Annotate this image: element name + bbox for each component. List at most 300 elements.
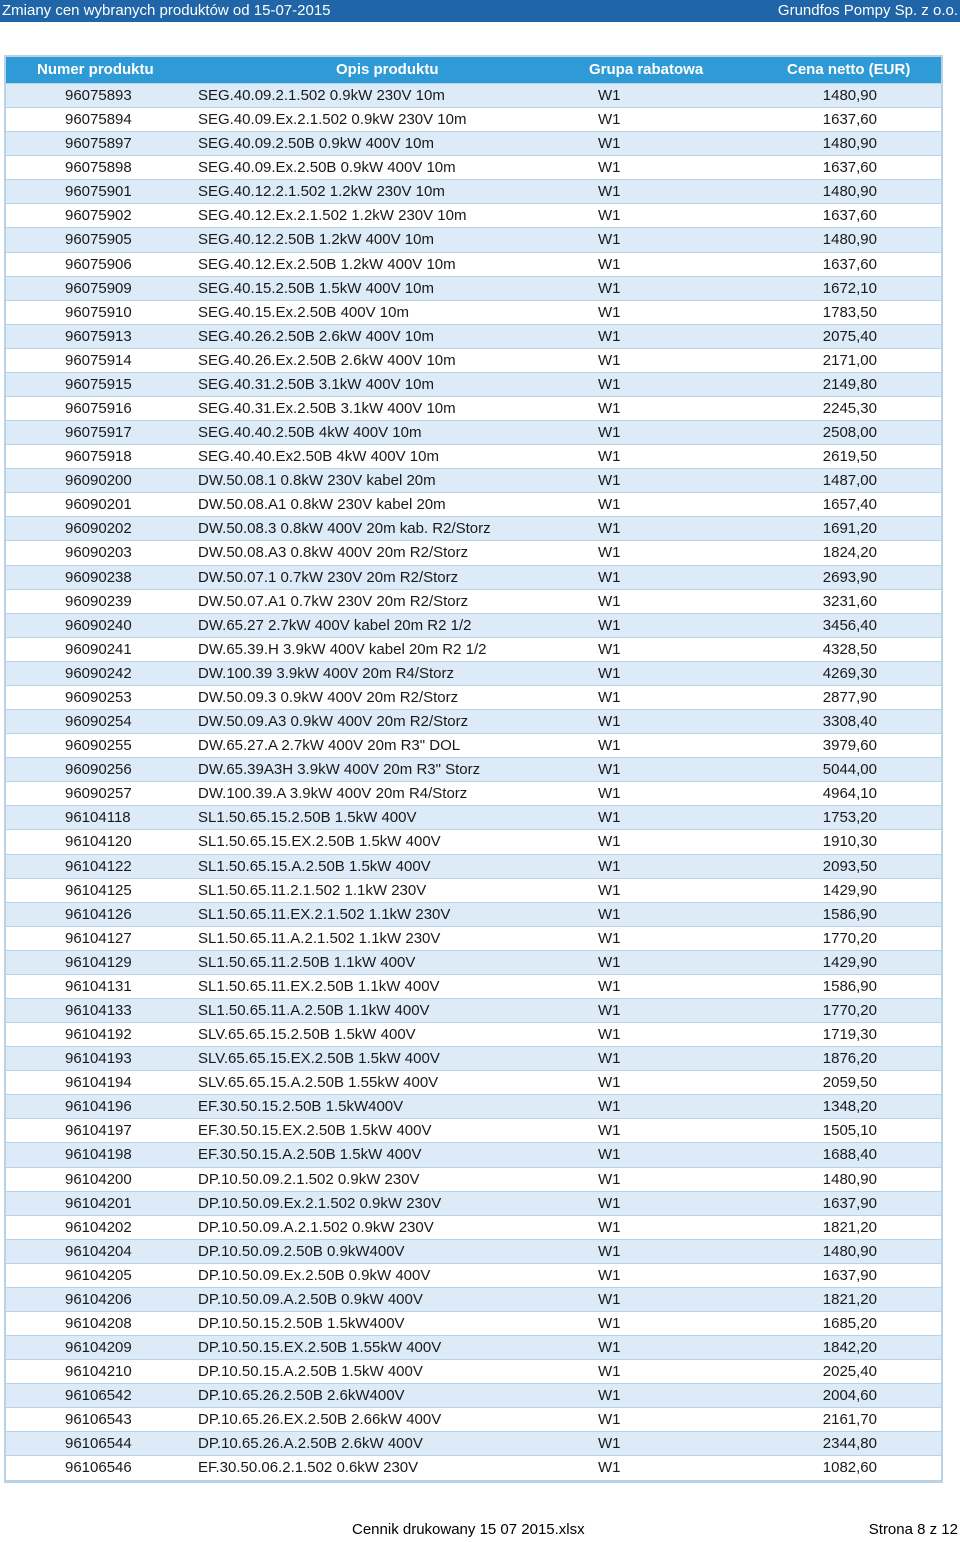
product-number-cell: 96106542 [65, 1387, 132, 1405]
footer-page-number: Strona 8 z 12 [868, 1521, 958, 1538]
table-row [6, 1119, 941, 1143]
product-description-cell: SL1.50.65.11.A.2.50B 1.1kW 400V [198, 1001, 430, 1019]
table-row [6, 903, 941, 927]
header-company: Grundfos Pompy Sp. z o.o. [777, 2, 958, 19]
product-description-cell: SEG.40.12.Ex.2.50B 1.2kW 400V 10m [198, 255, 456, 273]
discount-group-cell: W1 [598, 544, 621, 562]
table-row [6, 1143, 941, 1167]
product-description-cell: SEG.40.15.Ex.2.50B 400V 10m [198, 303, 409, 321]
product-description-cell: DP.10.50.09.2.1.502 0.9kW 230V [198, 1170, 420, 1188]
product-number-cell: 96104205 [65, 1266, 132, 1284]
product-number-cell: 96104198 [65, 1146, 132, 1164]
table-row [6, 638, 941, 662]
net-price-cell: 2025,40 [822, 1363, 877, 1381]
discount-group-cell: W1 [598, 881, 621, 899]
product-description-cell: SLV.65.65.15.EX.2.50B 1.5kW 400V [198, 1050, 440, 1068]
net-price-cell: 1637,60 [822, 255, 877, 273]
net-price-cell: 1586,90 [822, 977, 877, 995]
table-row [6, 180, 941, 204]
discount-group-cell: W1 [598, 1001, 621, 1019]
product-description-cell: SL1.50.65.15.A.2.50B 1.5kW 400V [198, 857, 431, 875]
column-header-opis: Opis produktu [336, 61, 439, 78]
product-description-cell: DW.50.09.A3 0.9kW 400V 20m R2/Storz [198, 713, 469, 731]
table-row [6, 108, 941, 132]
discount-group-cell: W1 [598, 1266, 621, 1284]
product-number-cell: 96075914 [65, 351, 132, 369]
product-number-cell: 96075918 [65, 448, 132, 466]
product-number-cell: 96090203 [65, 544, 132, 562]
product-description-cell: SLV.65.65.15.2.50B 1.5kW 400V [198, 1026, 416, 1044]
product-description-cell: SEG.40.26.Ex.2.50B 2.6kW 400V 10m [198, 351, 456, 369]
product-number-cell: 96104206 [65, 1290, 132, 1308]
discount-group-cell: W1 [598, 424, 621, 442]
product-description-cell: DW.50.08.1 0.8kW 230V kabel 20m [198, 472, 436, 490]
product-description-cell: EF.30.50.15.A.2.50B 1.5kW 400V [198, 1146, 422, 1164]
product-number-cell: 96104122 [65, 857, 132, 875]
net-price-cell: 1505,10 [822, 1122, 877, 1140]
product-number-cell: 96090257 [65, 785, 132, 803]
product-description-cell: DP.10.50.09.A.2.1.502 0.9kW 230V [198, 1218, 434, 1236]
table-row [6, 397, 941, 421]
product-number-cell: 96106546 [65, 1459, 132, 1477]
product-number-cell: 96104129 [65, 953, 132, 971]
product-number-cell: 96075906 [65, 255, 132, 273]
table-row [6, 590, 941, 614]
product-number-cell: 96104210 [65, 1363, 132, 1381]
discount-group-cell: W1 [598, 472, 621, 490]
product-description-cell: DW.50.08.A3 0.8kW 400V 20m R2/Storz [198, 544, 469, 562]
table-row [6, 975, 941, 999]
discount-group-cell: W1 [598, 448, 621, 466]
product-description-cell: SL1.50.65.11.A.2.1.502 1.1kW 230V [198, 929, 441, 947]
product-number-cell: 96106543 [65, 1411, 132, 1429]
product-number-cell: 96090239 [65, 592, 132, 610]
table-row [6, 855, 941, 879]
net-price-cell: 1480,90 [822, 231, 877, 249]
discount-group-cell: W1 [598, 688, 621, 706]
product-description-cell: DW.65.39A3H 3.9kW 400V 20m R3" Storz [198, 761, 481, 779]
table-row [6, 1456, 941, 1480]
table-row [6, 1432, 941, 1456]
product-description-cell: SEG.40.12.2.1.502 1.2kW 230V 10m [198, 183, 445, 201]
net-price-cell: 2693,90 [822, 568, 877, 586]
table-row [6, 421, 941, 445]
discount-group-cell: W1 [598, 255, 621, 273]
column-header-grupa: Grupa rabatowa [589, 61, 704, 78]
product-number-cell: 96090254 [65, 713, 132, 731]
product-description-cell: DP.10.65.26.2.50B 2.6kW400V [198, 1387, 405, 1405]
product-description-cell: SL1.50.65.15.2.50B 1.5kW 400V [198, 809, 417, 827]
net-price-cell: 1637,60 [822, 207, 877, 225]
discount-group-cell: W1 [598, 785, 621, 803]
product-number-cell: 96075916 [65, 400, 132, 418]
discount-group-cell: W1 [598, 1074, 621, 1092]
product-description-cell: SEG.40.15.2.50B 1.5kW 400V 10m [198, 279, 434, 297]
product-number-cell: 96104192 [65, 1026, 132, 1044]
net-price-cell: 1480,90 [822, 1170, 877, 1188]
discount-group-cell: W1 [598, 568, 621, 586]
net-price-cell: 1685,20 [822, 1314, 877, 1332]
net-price-cell: 1348,20 [822, 1098, 877, 1116]
product-number-cell: 96075917 [65, 424, 132, 442]
discount-group-cell: W1 [598, 761, 621, 779]
discount-group-cell: W1 [598, 87, 621, 104]
discount-group-cell: W1 [598, 1363, 621, 1381]
product-description-cell: DP.10.50.09.A.2.50B 0.9kW 400V [198, 1290, 423, 1308]
table-row [6, 1071, 941, 1095]
discount-group-cell: W1 [598, 520, 621, 538]
net-price-cell: 1770,20 [822, 1001, 877, 1019]
discount-group-cell: W1 [598, 1290, 621, 1308]
product-number-cell: 96075905 [65, 231, 132, 249]
footer-filename: Cennik drukowany 15 07 2015.xlsx [352, 1521, 585, 1538]
discount-group-cell: W1 [598, 833, 621, 851]
discount-group-cell: W1 [598, 1122, 621, 1140]
net-price-cell: 2059,50 [822, 1074, 877, 1092]
net-price-cell: 2877,90 [822, 688, 877, 706]
discount-group-cell: W1 [598, 183, 621, 201]
product-number-cell: 96090238 [65, 568, 132, 586]
discount-group-cell: W1 [598, 1218, 621, 1236]
net-price-cell: 1672,10 [822, 279, 877, 297]
discount-group-cell: W1 [598, 857, 621, 875]
product-number-cell: 96090240 [65, 616, 132, 634]
table-row [6, 84, 941, 108]
net-price-cell: 1783,50 [822, 303, 877, 321]
product-number-cell: 96104131 [65, 977, 132, 995]
discount-group-cell: W1 [598, 496, 621, 514]
table-row [6, 1288, 941, 1312]
table-row [6, 301, 941, 325]
net-price-cell: 4328,50 [822, 640, 877, 658]
product-number-cell: 96075902 [65, 207, 132, 225]
product-number-cell: 96075898 [65, 159, 132, 177]
table-row [6, 614, 941, 638]
discount-group-cell: W1 [598, 231, 621, 249]
product-description-cell: DP.10.65.26.EX.2.50B 2.66kW 400V [198, 1411, 442, 1429]
net-price-cell: 1821,20 [822, 1218, 877, 1236]
net-price-cell: 1480,90 [822, 135, 877, 153]
discount-group-cell: W1 [598, 929, 621, 947]
page-header [0, 0, 960, 22]
discount-group-cell: W1 [598, 1435, 621, 1453]
product-description-cell: DW.100.39.A 3.9kW 400V 20m R4/Storz [198, 785, 468, 803]
product-number-cell: 96104194 [65, 1074, 132, 1092]
discount-group-cell: W1 [598, 905, 621, 923]
product-number-cell: 96090253 [65, 688, 132, 706]
discount-group-cell: W1 [598, 159, 621, 177]
product-number-cell: 96104200 [65, 1170, 132, 1188]
table-row [6, 806, 941, 830]
product-description-cell: SLV.65.65.15.A.2.50B 1.55kW 400V [198, 1074, 439, 1092]
table-row [6, 517, 941, 541]
discount-group-cell: W1 [598, 111, 621, 129]
product-description-cell: DW.65.39.H 3.9kW 400V kabel 20m R2 1/2 [198, 640, 487, 658]
product-number-cell: 96106544 [65, 1435, 132, 1453]
discount-group-cell: W1 [598, 303, 621, 321]
discount-group-cell: W1 [598, 1411, 621, 1429]
product-number-cell: 96104201 [65, 1194, 132, 1212]
net-price-cell: 1910,30 [822, 833, 877, 851]
product-description-cell: SEG.40.40.2.50B 4kW 400V 10m [198, 424, 422, 442]
net-price-cell: 5044,00 [822, 761, 877, 779]
table-row [6, 228, 941, 252]
product-number-cell: 96090202 [65, 520, 132, 538]
product-description-cell: SEG.40.31.Ex.2.50B 3.1kW 400V 10m [198, 400, 456, 418]
table-row [6, 1360, 941, 1384]
product-number-cell: 96075910 [65, 303, 132, 321]
price-table [4, 55, 943, 1483]
product-number-cell: 96090255 [65, 737, 132, 755]
product-number-cell: 96104204 [65, 1242, 132, 1260]
product-number-cell: 96075901 [65, 183, 132, 201]
product-number-cell: 96104126 [65, 905, 132, 923]
product-description-cell: EF.30.50.15.2.50B 1.5kW400V [198, 1098, 404, 1116]
net-price-cell: 2093,50 [822, 857, 877, 875]
net-price-cell: 3308,40 [822, 713, 877, 731]
product-number-cell: 96075913 [65, 327, 132, 345]
product-number-cell: 96075893 [65, 87, 132, 104]
product-description-cell: DP.10.50.15.EX.2.50B 1.55kW 400V [198, 1339, 442, 1357]
table-row [6, 469, 941, 493]
product-description-cell: DW.50.07.1 0.7kW 230V 20m R2/Storz [198, 568, 459, 586]
product-description-cell: SEG.40.40.Ex2.50B 4kW 400V 10m [198, 448, 439, 466]
net-price-cell: 3979,60 [822, 737, 877, 755]
product-number-cell: 96104133 [65, 1001, 132, 1019]
product-description-cell: DP.10.65.26.A.2.50B 2.6kW 400V [198, 1435, 423, 1453]
product-number-cell: 96090256 [65, 761, 132, 779]
discount-group-cell: W1 [598, 279, 621, 297]
table-row [6, 686, 941, 710]
table-row [6, 1095, 941, 1119]
discount-group-cell: W1 [598, 1026, 621, 1044]
discount-group-cell: W1 [598, 664, 621, 682]
net-price-cell: 1821,20 [822, 1290, 877, 1308]
net-price-cell: 1637,90 [822, 1266, 877, 1284]
table-row [6, 277, 941, 301]
table-row [6, 1312, 941, 1336]
product-description-cell: SL1.50.65.11.2.50B 1.1kW 400V [198, 953, 416, 971]
table-row [6, 1192, 941, 1216]
table-row [6, 325, 941, 349]
product-number-cell: 96090241 [65, 640, 132, 658]
product-number-cell: 96104118 [65, 809, 131, 827]
net-price-cell: 1753,20 [822, 809, 877, 827]
discount-group-cell: W1 [598, 1170, 621, 1188]
net-price-cell: 2161,70 [822, 1411, 877, 1429]
table-body [6, 84, 941, 1481]
product-number-cell: 96104196 [65, 1098, 132, 1116]
product-number-cell: 96075909 [65, 279, 132, 297]
column-header-cena: Cena netto (EUR) [787, 61, 911, 78]
table-row [6, 1408, 941, 1432]
product-description-cell: DW.65.27 2.7kW 400V kabel 20m R2 1/2 [198, 616, 472, 634]
net-price-cell: 1480,90 [822, 1242, 877, 1260]
discount-group-cell: W1 [598, 1194, 621, 1212]
net-price-cell: 3456,40 [822, 616, 877, 634]
product-number-cell: 96104125 [65, 881, 132, 899]
product-number-cell: 96090200 [65, 472, 132, 490]
product-number-cell: 96104208 [65, 1314, 132, 1332]
discount-group-cell: W1 [598, 713, 621, 731]
product-number-cell: 96104209 [65, 1339, 132, 1357]
product-description-cell: DW.50.07.A1 0.7kW 230V 20m R2/Storz [198, 592, 469, 610]
product-description-cell: DP.10.50.09.2.50B 0.9kW400V [198, 1242, 405, 1260]
product-description-cell: SEG.40.12.Ex.2.1.502 1.2kW 230V 10m [198, 207, 467, 225]
table-row [6, 830, 941, 854]
discount-group-cell: W1 [598, 400, 621, 418]
product-description-cell: DP.10.50.09.Ex.2.1.502 0.9kW 230V [198, 1194, 442, 1212]
discount-group-cell: W1 [598, 640, 621, 658]
product-description-cell: DP.10.50.15.2.50B 1.5kW400V [198, 1314, 405, 1332]
net-price-cell: 1480,90 [822, 87, 877, 104]
table-row [6, 156, 941, 180]
product-description-cell: SEG.40.26.2.50B 2.6kW 400V 10m [198, 327, 434, 345]
product-description-cell: DW.50.08.3 0.8kW 400V 20m kab. R2/Storz [198, 520, 491, 538]
net-price-cell: 1487,00 [822, 472, 877, 490]
product-description-cell: EF.30.50.15.EX.2.50B 1.5kW 400V [198, 1122, 432, 1140]
net-price-cell: 1876,20 [822, 1050, 877, 1068]
discount-group-cell: W1 [598, 977, 621, 995]
product-description-cell: EF.30.50.06.2.1.502 0.6kW 230V [198, 1459, 419, 1477]
product-number-cell: 96104202 [65, 1218, 132, 1236]
product-description-cell: SEG.40.31.2.50B 3.1kW 400V 10m [198, 375, 434, 393]
net-price-cell: 1657,40 [822, 496, 877, 514]
table-row [6, 710, 941, 734]
discount-group-cell: W1 [598, 1098, 621, 1116]
product-number-cell: 96075894 [65, 111, 132, 129]
discount-group-cell: W1 [598, 351, 621, 369]
net-price-cell: 4964,10 [822, 785, 877, 803]
table-row [6, 349, 941, 373]
table-header-row [6, 57, 941, 84]
product-number-cell: 96104193 [65, 1050, 132, 1068]
discount-group-cell: W1 [598, 327, 621, 345]
product-description-cell: SEG.40.09.2.1.502 0.9kW 230V 10m [198, 87, 445, 104]
product-number-cell: 96104127 [65, 929, 132, 947]
net-price-cell: 1082,60 [822, 1459, 877, 1477]
net-price-cell: 2171,00 [822, 351, 877, 369]
net-price-cell: 1637,90 [822, 1194, 877, 1212]
discount-group-cell: W1 [598, 592, 621, 610]
net-price-cell: 2075,40 [822, 327, 877, 345]
net-price-cell: 1429,90 [822, 881, 877, 899]
product-description-cell: SEG.40.09.Ex.2.50B 0.9kW 400V 10m [198, 159, 456, 177]
table-row [6, 758, 941, 782]
product-description-cell: SL1.50.65.15.EX.2.50B 1.5kW 400V [198, 833, 441, 851]
discount-group-cell: W1 [598, 1314, 621, 1332]
discount-group-cell: W1 [598, 135, 621, 153]
discount-group-cell: W1 [598, 1050, 621, 1068]
table-row [6, 253, 941, 277]
table-row [6, 204, 941, 228]
header-title: Zmiany cen wybranych produktów od 15-07-2015 [2, 2, 331, 19]
column-header-numer: Numer produktu [37, 61, 154, 78]
product-description-cell: DW.50.09.3 0.9kW 400V 20m R2/Storz [198, 688, 459, 706]
net-price-cell: 1480,90 [822, 183, 877, 201]
net-price-cell: 1691,20 [822, 520, 877, 538]
net-price-cell: 1719,30 [822, 1026, 877, 1044]
net-price-cell: 1637,60 [822, 111, 877, 129]
table-row [6, 927, 941, 951]
table-row [6, 1168, 941, 1192]
product-description-cell: DW.100.39 3.9kW 400V 20m R4/Storz [198, 664, 454, 682]
discount-group-cell: W1 [598, 1339, 621, 1357]
table-row [6, 132, 941, 156]
product-description-cell: SL1.50.65.11.2.1.502 1.1kW 230V [198, 881, 427, 899]
table-row [6, 1023, 941, 1047]
table-row [6, 734, 941, 758]
net-price-cell: 1586,90 [822, 905, 877, 923]
product-number-cell: 96075897 [65, 135, 132, 153]
net-price-cell: 2344,80 [822, 1435, 877, 1453]
net-price-cell: 4269,30 [822, 664, 877, 682]
table-row [6, 1047, 941, 1071]
table-row [6, 1384, 941, 1408]
product-description-cell: DP.10.50.15.A.2.50B 1.5kW 400V [198, 1363, 423, 1381]
product-number-cell: 96104120 [65, 833, 132, 851]
table-row [6, 662, 941, 686]
net-price-cell: 2149,80 [822, 375, 877, 393]
table-row [6, 951, 941, 975]
discount-group-cell: W1 [598, 207, 621, 225]
product-number-cell: 96075915 [65, 375, 132, 393]
net-price-cell: 2508,00 [822, 424, 877, 442]
table-row [6, 1240, 941, 1264]
table-row [6, 373, 941, 397]
discount-group-cell: W1 [598, 1146, 621, 1164]
table-row [6, 999, 941, 1023]
net-price-cell: 1429,90 [822, 953, 877, 971]
product-description-cell: DW.50.08.A1 0.8kW 230V kabel 20m [198, 496, 446, 514]
net-price-cell: 1842,20 [822, 1339, 877, 1357]
product-description-cell: DW.65.27.A 2.7kW 400V 20m R3" DOL [198, 737, 461, 755]
net-price-cell: 3231,60 [822, 592, 877, 610]
product-description-cell: SEG.40.09.2.50B 0.9kW 400V 10m [198, 135, 434, 153]
product-description-cell: SL1.50.65.11.EX.2.1.502 1.1kW 230V [198, 905, 451, 923]
product-description-cell: DP.10.50.09.Ex.2.50B 0.9kW 400V [198, 1266, 431, 1284]
discount-group-cell: W1 [598, 737, 621, 755]
table-row [6, 1264, 941, 1288]
discount-group-cell: W1 [598, 1387, 621, 1405]
discount-group-cell: W1 [598, 953, 621, 971]
net-price-cell: 1688,40 [822, 1146, 877, 1164]
table-row [6, 1216, 941, 1240]
discount-group-cell: W1 [598, 1242, 621, 1260]
discount-group-cell: W1 [598, 375, 621, 393]
table-row [6, 445, 941, 469]
product-number-cell: 96090201 [65, 496, 132, 514]
table-row [6, 541, 941, 565]
discount-group-cell: W1 [598, 809, 621, 827]
table-row [6, 782, 941, 806]
table-row [6, 1336, 941, 1360]
product-number-cell: 96090242 [65, 664, 132, 682]
product-description-cell: SEG.40.12.2.50B 1.2kW 400V 10m [198, 231, 434, 249]
table-row [6, 879, 941, 903]
net-price-cell: 2245,30 [822, 400, 877, 418]
net-price-cell: 1824,20 [822, 544, 877, 562]
net-price-cell: 1770,20 [822, 929, 877, 947]
net-price-cell: 2004,60 [822, 1387, 877, 1405]
discount-group-cell: W1 [598, 616, 621, 634]
table-row [6, 566, 941, 590]
product-number-cell: 96104197 [65, 1122, 132, 1140]
table-row [6, 493, 941, 517]
product-description-cell: SEG.40.09.Ex.2.1.502 0.9kW 230V 10m [198, 111, 467, 129]
net-price-cell: 1637,60 [822, 159, 877, 177]
discount-group-cell: W1 [598, 1459, 621, 1477]
